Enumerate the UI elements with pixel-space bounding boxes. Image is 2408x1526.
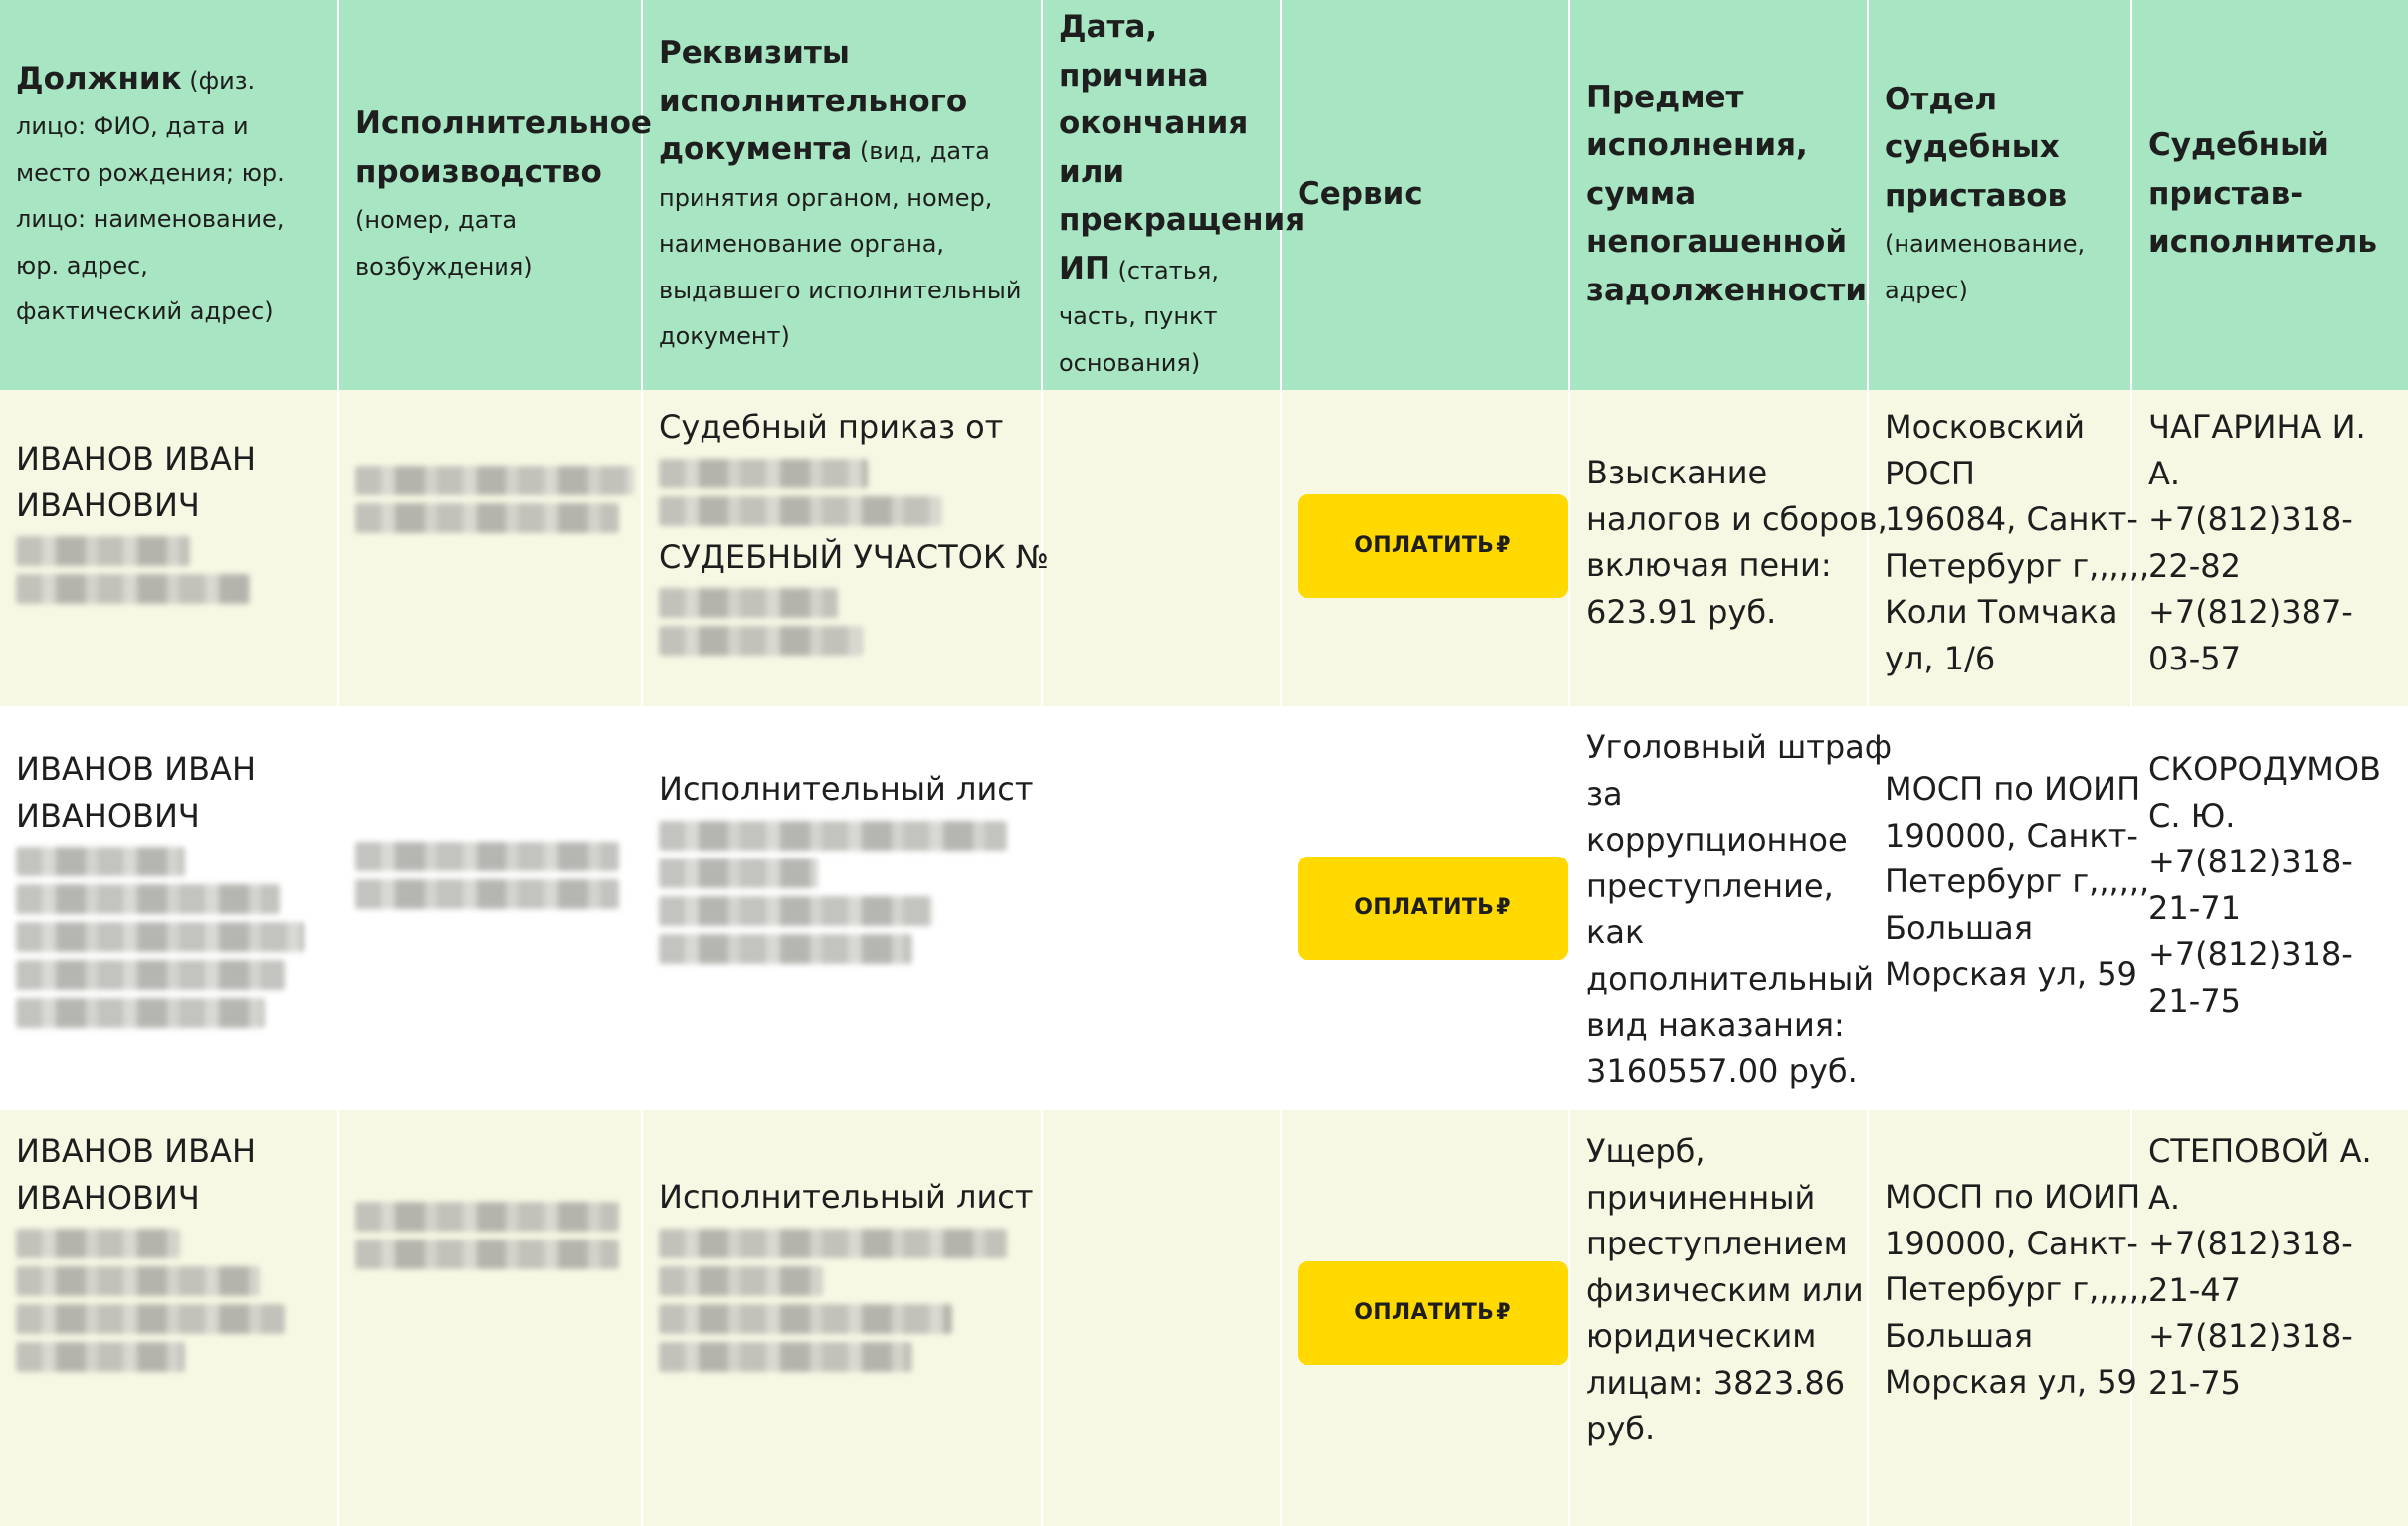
header-department-sub: (наименование, адрес): [1885, 230, 2086, 304]
subject-line: дополнительный: [1586, 959, 1874, 998]
header-debtor-title: Должник: [16, 60, 182, 96]
redacted-text: [659, 896, 932, 926]
redacted-text: [16, 536, 190, 566]
subject-line: как: [1586, 913, 1645, 951]
redacted-text: [659, 459, 868, 488]
bailiff-line: +7(812)318-: [2148, 935, 2353, 973]
bailiff-line: СТЕПОВОЙ А.: [2148, 1132, 2372, 1170]
subject-line: налогов и сборов,: [1586, 499, 1888, 538]
redacted-text: [659, 1266, 823, 1296]
subject-line: руб.: [1586, 1410, 1656, 1447]
redacted-text: [355, 1240, 619, 1269]
subject-line: 623.91 руб.: [1586, 592, 1777, 631]
redacted-text: [659, 1342, 912, 1372]
header-bailiff-title: Судебный пристав-исполнитель: [2148, 127, 2377, 261]
subject-line: преступлением: [1586, 1225, 1848, 1262]
subject-line: за: [1586, 774, 1623, 813]
pay-button[interactable]: [1298, 857, 1568, 960]
bailiff-line: +7(812)318-: [2148, 1225, 2353, 1262]
redacted-text: [16, 1342, 185, 1372]
document-cell: [642, 1110, 1042, 1526]
redacted-text: [16, 1304, 285, 1334]
header-end-date-sub: (статья, часть, пункт основания): [1059, 256, 1219, 377]
redacted-text: [659, 934, 912, 964]
header-proceeding-title: Исполнительное производство: [355, 105, 652, 190]
header-document-title: Реквизиты исполнительного документа: [659, 35, 968, 168]
bailiff-cell: [2131, 1110, 2408, 1526]
pay-button[interactable]: [1298, 1261, 1568, 1365]
subject-line: Ущерб,: [1586, 1132, 1706, 1170]
document-line: Исполнительный лист: [659, 1178, 1034, 1216]
subject-line: коррупционное: [1586, 821, 1848, 858]
subject-cell: [1569, 706, 1893, 1110]
service-cell: [1281, 1110, 1569, 1526]
bailiff-line: ЧАГАРИНА И.: [2148, 408, 2366, 446]
redacted-text: [16, 884, 280, 914]
ruble-icon: ₽: [1496, 894, 1511, 920]
department-line: 190000, Санкт-: [1885, 816, 2138, 855]
redacted-text: [16, 1229, 180, 1258]
redacted-text: [659, 1304, 952, 1334]
bailiff-line: 22-82: [2148, 546, 2241, 585]
header-proceeding-sub: (номер, дата возбуждения): [355, 206, 533, 281]
department-cell: [1868, 390, 2150, 706]
header-bailiff: [2131, 0, 2408, 390]
bailiff-line: 21-75: [2148, 1363, 2241, 1402]
department-line: РОСП: [1885, 454, 1975, 492]
bailiff-line: +7(812)387-: [2148, 593, 2353, 631]
pay-button-label: ОПЛАТИТЬ: [1354, 532, 1495, 558]
bailiff-line: +7(812)318-: [2148, 843, 2353, 880]
department-line: Петербург г,,,,,,: [1885, 862, 2150, 900]
subject-line: вид наказания:: [1586, 1006, 1845, 1044]
table-row: [0, 390, 2408, 706]
redacted-text: [659, 858, 818, 888]
pay-button[interactable]: [1298, 494, 1568, 598]
department-line: МОСП по ИОИП: [1885, 1178, 2141, 1216]
redacted-text: [659, 588, 838, 618]
debtor-name-line: ИВАНОВИЧ: [16, 796, 200, 835]
table-row: [0, 1110, 2408, 1526]
debtor-name-line: ИВАНОВ ИВАН: [16, 750, 256, 788]
redacted-text: [659, 496, 942, 526]
bailiff-line: 21-71: [2148, 888, 2241, 927]
subject-line: включая пени:: [1586, 546, 1832, 584]
end-date-cell: [1042, 1110, 1281, 1526]
department-line: Морская ул, 59: [1885, 955, 2137, 993]
bailiff-line: 21-75: [2148, 981, 2241, 1020]
debtor-name-line: ИВАНОВ ИВАН: [16, 440, 256, 477]
subject-cell: [1569, 1110, 1868, 1526]
bailiff-line: 03-57: [2148, 639, 2241, 677]
pay-button-label: ОПЛАТИТЬ: [1354, 1299, 1495, 1325]
header-debtor-sub: (физ. лицо: ФИО, дата и место рождения; юр. лицо: наименование, юр. адрес, фактический адрес): [16, 66, 285, 325]
redacted-text: [355, 1202, 619, 1232]
document-line: Судебный приказ от: [659, 408, 1004, 446]
debtor-cell: [0, 706, 338, 1110]
bailiff-line: С. Ю.: [2148, 796, 2236, 835]
header-subject-title: Предмет исполнения, сумма непогашенной задолженности: [1586, 79, 1868, 308]
ruble-icon: ₽: [1496, 532, 1511, 558]
subject-line: юридическим: [1586, 1317, 1817, 1355]
header-debtor: [0, 0, 338, 390]
debtor-cell: [0, 1110, 338, 1526]
subject-line: причиненный: [1586, 1178, 1816, 1217]
end-date-cell: [1042, 390, 1281, 706]
debtor-cell: [0, 390, 338, 706]
header-document-sub: (вид, дата принятия органом, номер, наименование органа, выдавшего исполнительный документ): [659, 137, 1022, 351]
redacted-text: [16, 998, 265, 1028]
bailiff-line: СКОРОДУМОВ: [2148, 750, 2381, 788]
department-line: Петербург г,,,,,,: [1885, 546, 2150, 585]
header-department: [1868, 0, 2131, 390]
header-end-date-title: Дата, причина окончания или прекращения ИП: [1059, 9, 1305, 286]
redacted-text: [659, 1229, 1007, 1258]
subject-line: Взыскание: [1586, 454, 1768, 491]
header-document: [642, 0, 1042, 390]
department-line: Большая: [1885, 1316, 2033, 1355]
document-cell: [642, 706, 1042, 1110]
subject-line: лицам: 3823.86: [1586, 1363, 1846, 1402]
department-line: Коли Томчака: [1885, 593, 2118, 631]
proceeding-cell: [338, 706, 642, 1110]
department-line: Морская ул, 59: [1885, 1363, 2137, 1401]
department-line: 196084, Санкт-: [1885, 500, 2138, 538]
header-end-date: [1042, 0, 1305, 390]
bailiff-line: +7(812)318-: [2148, 500, 2353, 538]
redacted-text: [16, 847, 185, 876]
header-proceeding: [338, 0, 652, 390]
subject-line: преступление,: [1586, 866, 1834, 905]
department-line: Большая: [1885, 908, 2033, 947]
bailiff-cell: [2131, 706, 2408, 1110]
redacted-text: [355, 466, 634, 495]
header-department-title: Отдел судебных приставов: [1885, 81, 2068, 214]
debtor-name-line: ИВАНОВИЧ: [16, 1178, 200, 1217]
department-line: 190000, Санкт-: [1885, 1224, 2138, 1262]
table-header-row: [0, 0, 2408, 390]
subject-line: 3160557.00 руб.: [1586, 1051, 1858, 1090]
debtor-name-line: ИВАНОВИЧ: [16, 485, 200, 524]
ruble-icon: ₽: [1496, 1299, 1511, 1325]
redacted-text: [659, 821, 1007, 851]
redacted-text: [355, 879, 619, 909]
department-line: Петербург г,,,,,,: [1885, 1270, 2150, 1308]
subject-line: физическим или: [1586, 1270, 1864, 1309]
department-cell: [1868, 1110, 2150, 1526]
redacted-text: [659, 626, 863, 656]
redacted-text: [16, 922, 304, 952]
proceeding-cell: [338, 1110, 642, 1526]
subject-cell: [1569, 390, 1888, 706]
document-cell: [642, 390, 1049, 706]
department-line: ул, 1/6: [1885, 639, 1996, 677]
document-line: Исполнительный лист: [659, 770, 1034, 808]
department-line: МОСП по ИОИП: [1885, 770, 2141, 808]
redacted-text: [355, 842, 619, 871]
department-cell: [1868, 706, 2150, 1110]
bailiff-line: А.: [2148, 1178, 2181, 1217]
bailiff-cell: [2131, 390, 2408, 706]
table-row: [0, 706, 2408, 1110]
redacted-text: [355, 503, 619, 533]
header-service: [1281, 0, 1569, 390]
bailiff-line: А.: [2148, 454, 2181, 492]
subject-line: Уголовный штраф: [1586, 728, 1893, 766]
bailiff-line: +7(812)318-: [2148, 1317, 2353, 1355]
department-line: Московский: [1885, 408, 2086, 446]
bailiff-line: 21-47: [2148, 1270, 2241, 1309]
end-date-cell: [1042, 706, 1281, 1110]
service-cell: [1281, 390, 1569, 706]
redacted-text: [16, 960, 285, 990]
service-cell: [1281, 706, 1569, 1110]
pay-button-label: ОПЛАТИТЬ: [1354, 894, 1495, 920]
document-line: СУДЕБНЫЙ УЧАСТОК №: [659, 537, 1049, 576]
debtor-name-line: ИВАНОВ ИВАН: [16, 1132, 256, 1170]
proceeding-cell: [338, 390, 642, 706]
header-service-title: Сервис: [1298, 175, 1423, 212]
header-subject: [1569, 0, 1868, 390]
redacted-text: [16, 1266, 260, 1296]
redacted-text: [16, 574, 250, 604]
